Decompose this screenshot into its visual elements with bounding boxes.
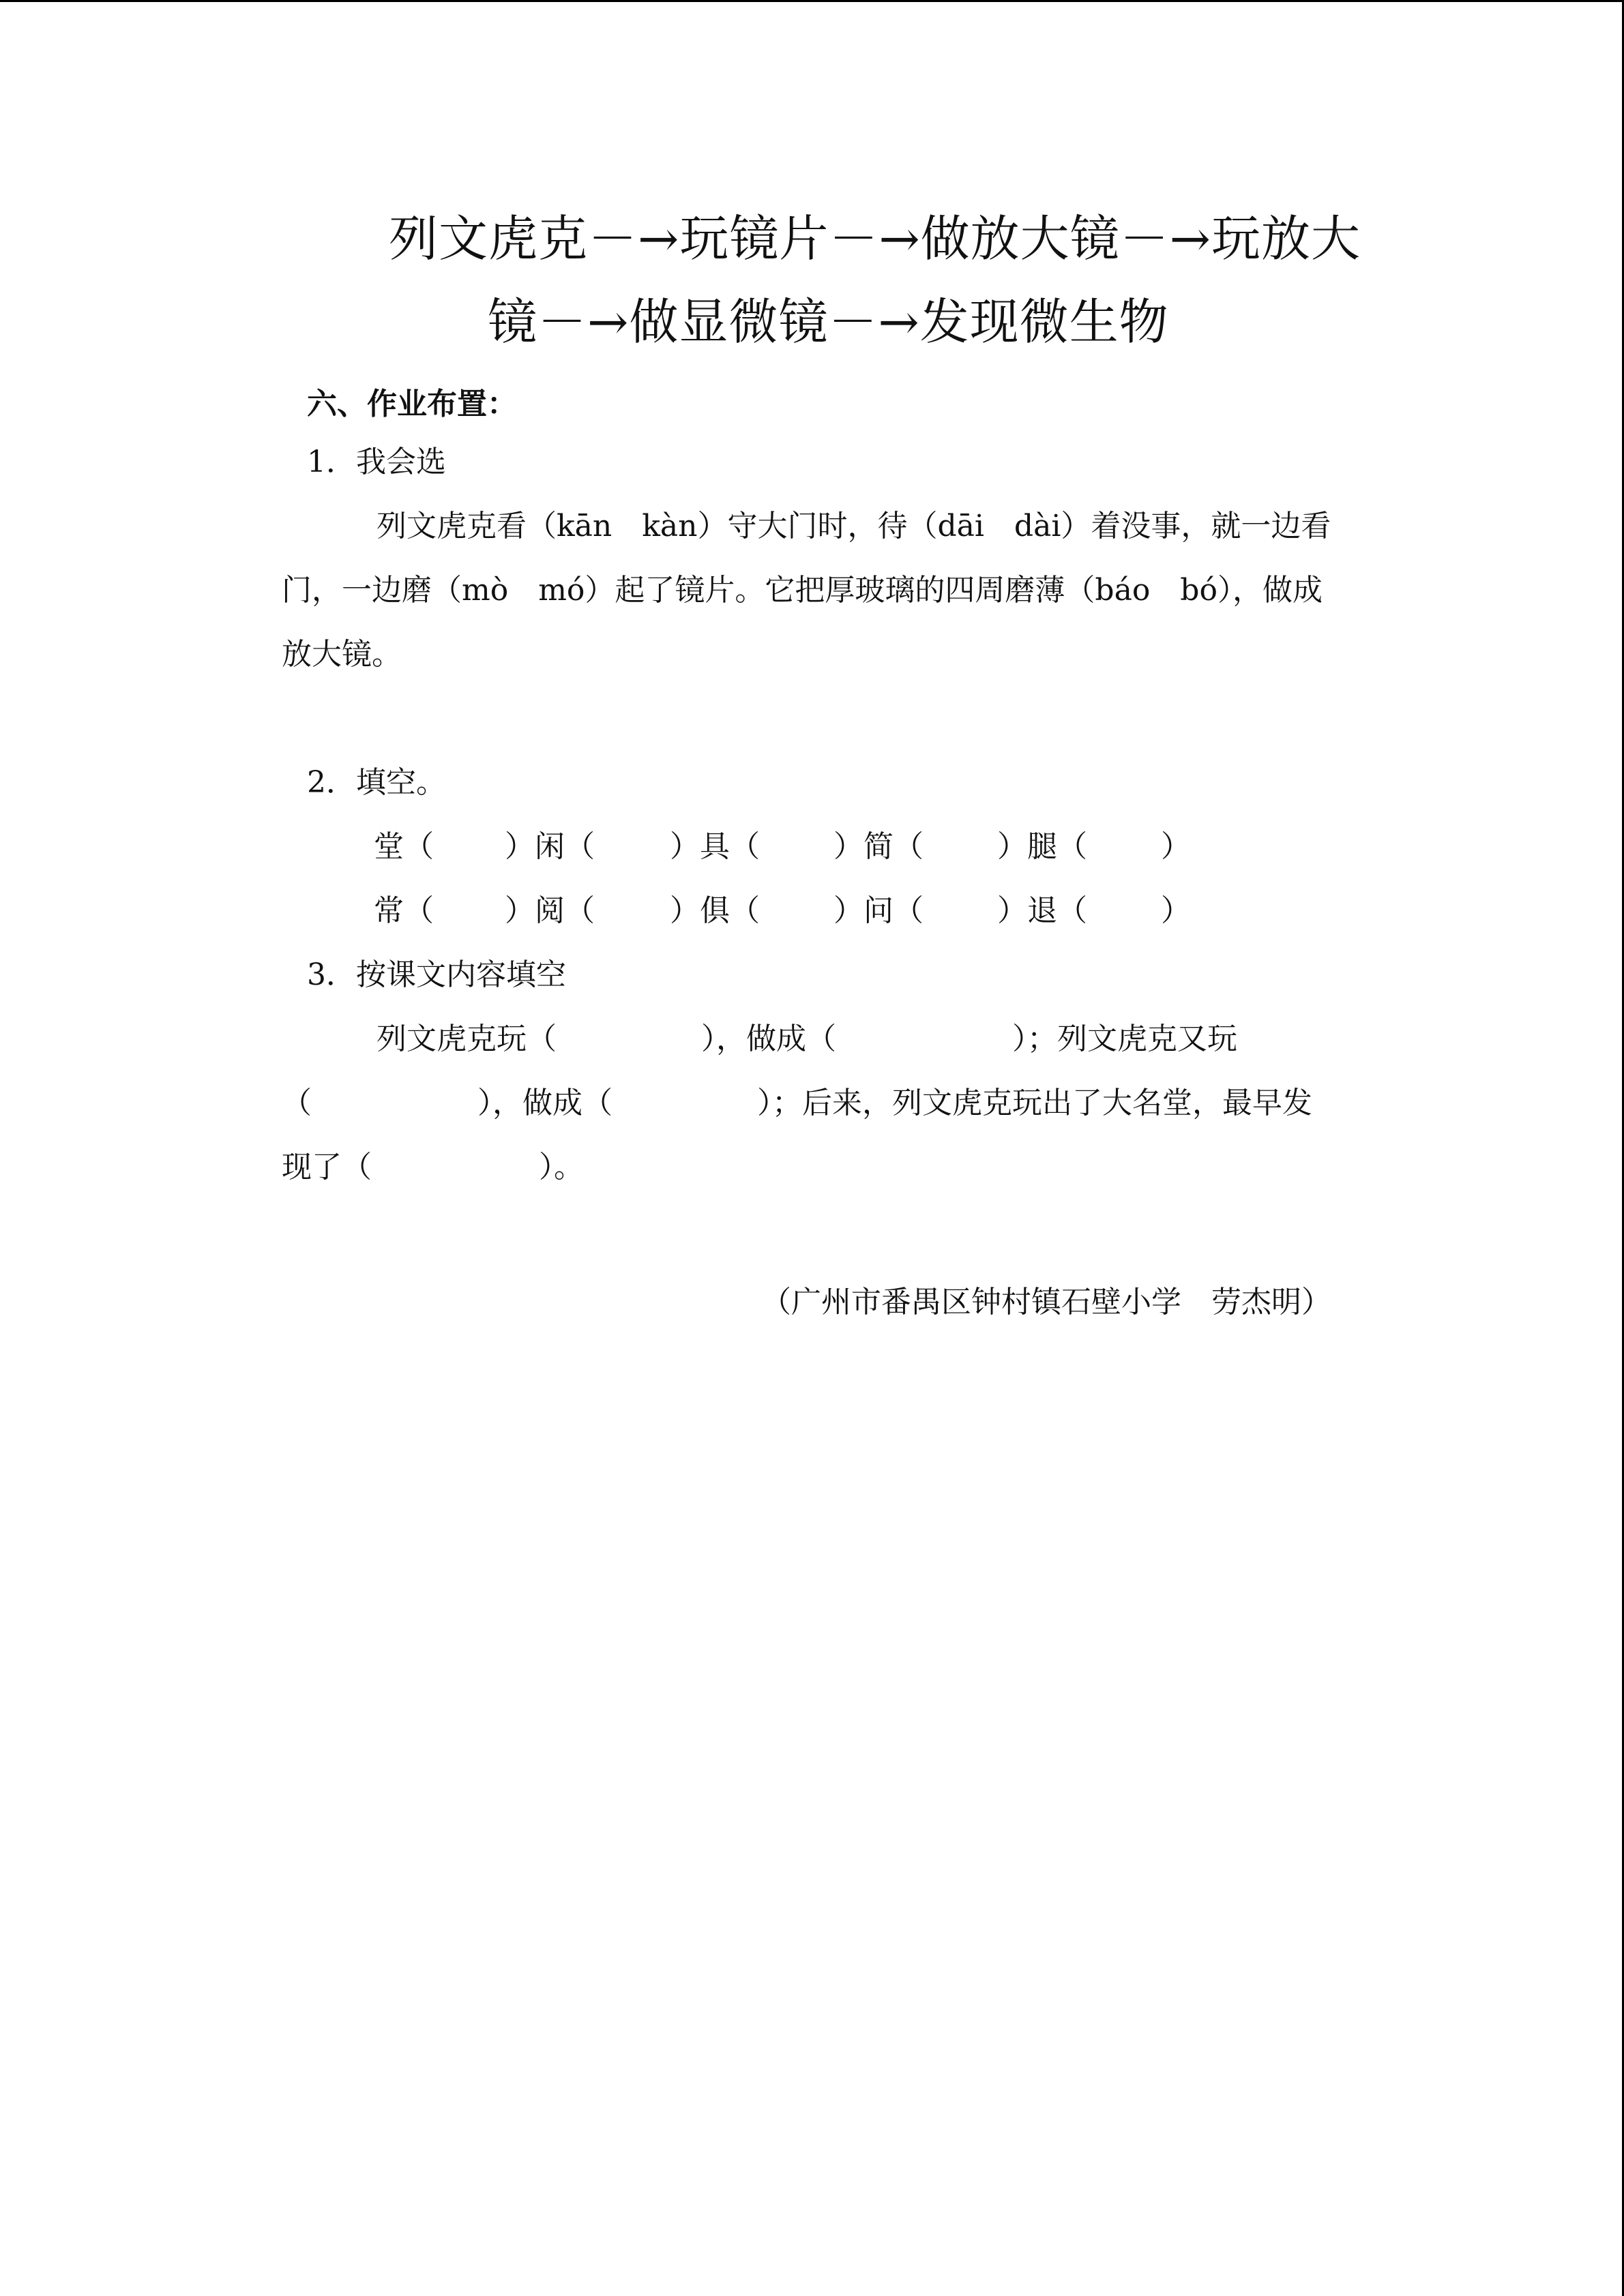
q2-cell: ）阅（	[505, 893, 595, 928]
page-border-top	[0, 0, 1624, 2]
q3-segment: ），做成（	[701, 1022, 836, 1056]
q3-segment: ），做成（	[477, 1086, 612, 1120]
q2-cell: ）问（	[833, 893, 924, 928]
q1-title: 1．我会选	[307, 445, 446, 479]
q3-segment: 现了（	[282, 1150, 372, 1184]
section-title: 六、作业布置：	[307, 387, 517, 421]
q2-cell: ）简（	[833, 829, 924, 864]
q2-cell: ）具（	[670, 829, 760, 864]
q2-cell: ）	[1161, 829, 1191, 864]
q2-cell: 常（	[374, 893, 434, 928]
q2-cell: ）闲（	[505, 829, 595, 864]
flow-line-2: 镜－→做显微镜－→发现微生物	[488, 293, 1169, 351]
q3-segment: 列文虎克玩（	[377, 1022, 557, 1056]
q3-segment: ）；列文虎克又玩	[1012, 1022, 1237, 1056]
q3-segment: ）。	[539, 1150, 584, 1184]
q2-cell: ）	[1161, 893, 1191, 928]
q1-line-2: 门，一边磨（mò mó）起了镜片。它把厚玻璃的四周磨薄（báo bó），做成	[282, 573, 1323, 608]
author-credit: （广州市番禺区钟村镇石壁小学 劳杰明）	[761, 1285, 1331, 1320]
flow-line-1: 列文虎克－→玩镜片－→做放大镜－→玩放大	[389, 210, 1361, 267]
q2-title: 2．填空。	[307, 765, 446, 800]
q2-cell: 堂（	[374, 829, 434, 864]
q1-line-1: 列文虎克看（kān kàn）守大门时，待（dāi dài）着没事，就一边看	[377, 509, 1331, 543]
q2-cell: ）腿（	[997, 829, 1087, 864]
q2-cell: ）退（	[997, 893, 1087, 928]
q1-line-3: 放大镜。	[282, 637, 402, 672]
q3-title: 3．按课文内容填空	[307, 957, 566, 992]
q3-segment: ）；后来，列文虎克玩出了大名堂，最早发	[757, 1086, 1312, 1120]
q2-cell: ）俱（	[670, 893, 760, 928]
q3-segment: （	[282, 1086, 312, 1120]
